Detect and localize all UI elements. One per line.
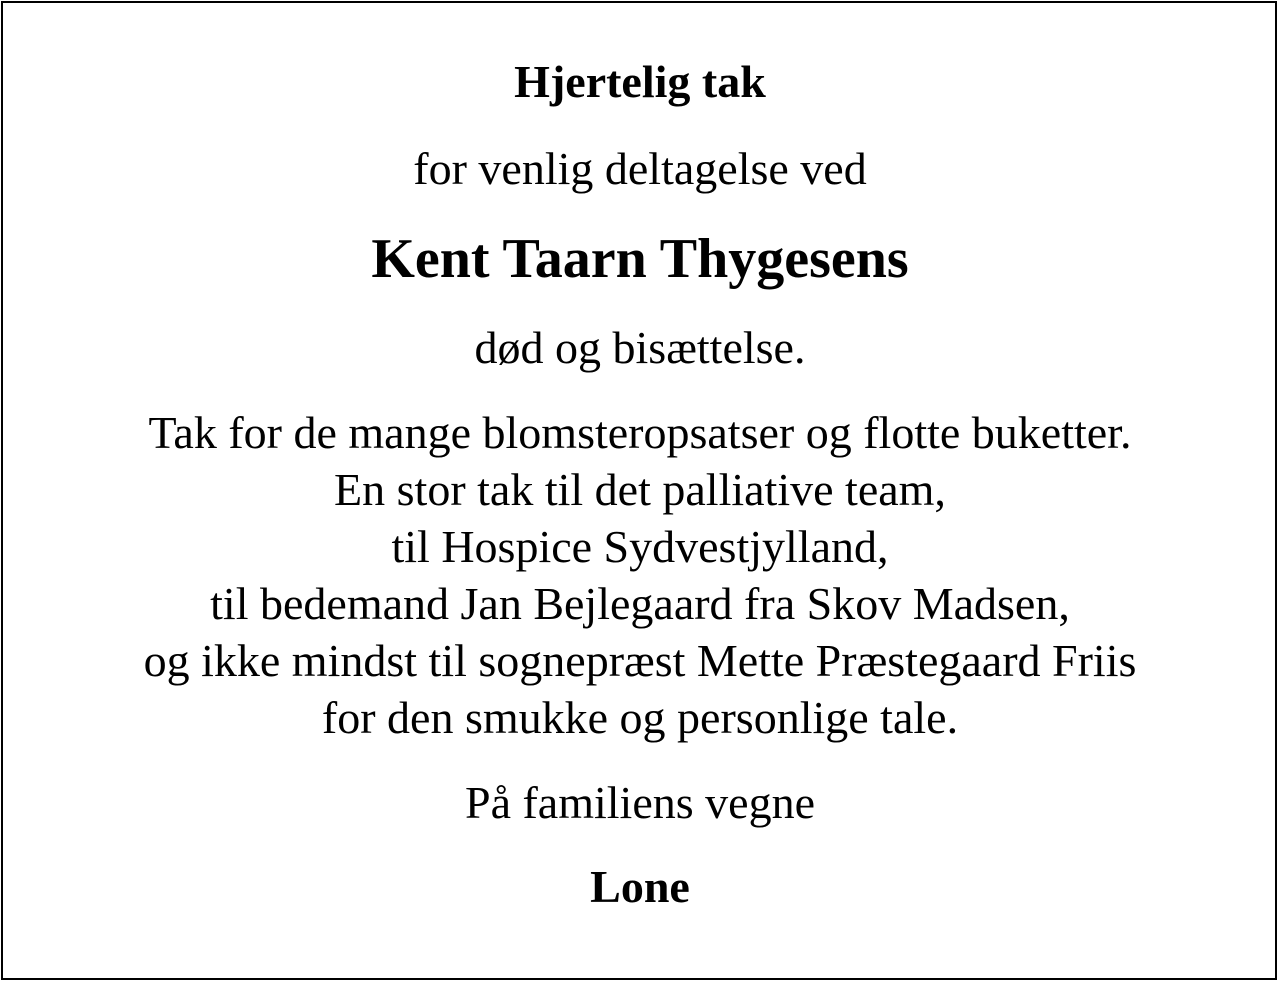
signature-name: Lone [590,861,690,912]
deceased-name: Kent Taarn Thygesens [371,228,909,290]
thanks-line: til Hospice Sydvestjylland, [391,521,889,572]
thanks-line: for den smukke og personlige tale. [321,692,959,743]
thanks-body [0,404,1280,746]
signoff-text: På familiens vegne [464,777,815,828]
notice-heading: Hjertelig tak [514,56,766,107]
thanks-line: til bedemand Jan Bejlegaard fra Skov Madsen, [210,578,1070,629]
notice-event: død og bisættelse. [474,322,806,373]
thanks-line: og ikke mindst til sognepræst Mette Præstegaard Friis [143,635,1137,686]
notice-subheading: for venlig deltagelse ved [413,143,867,194]
thanks-line: En stor tak til det palliative team, [334,464,946,515]
thanks-line: Tak for de mange blomsteropsatser og flotte buketter. [148,407,1132,458]
